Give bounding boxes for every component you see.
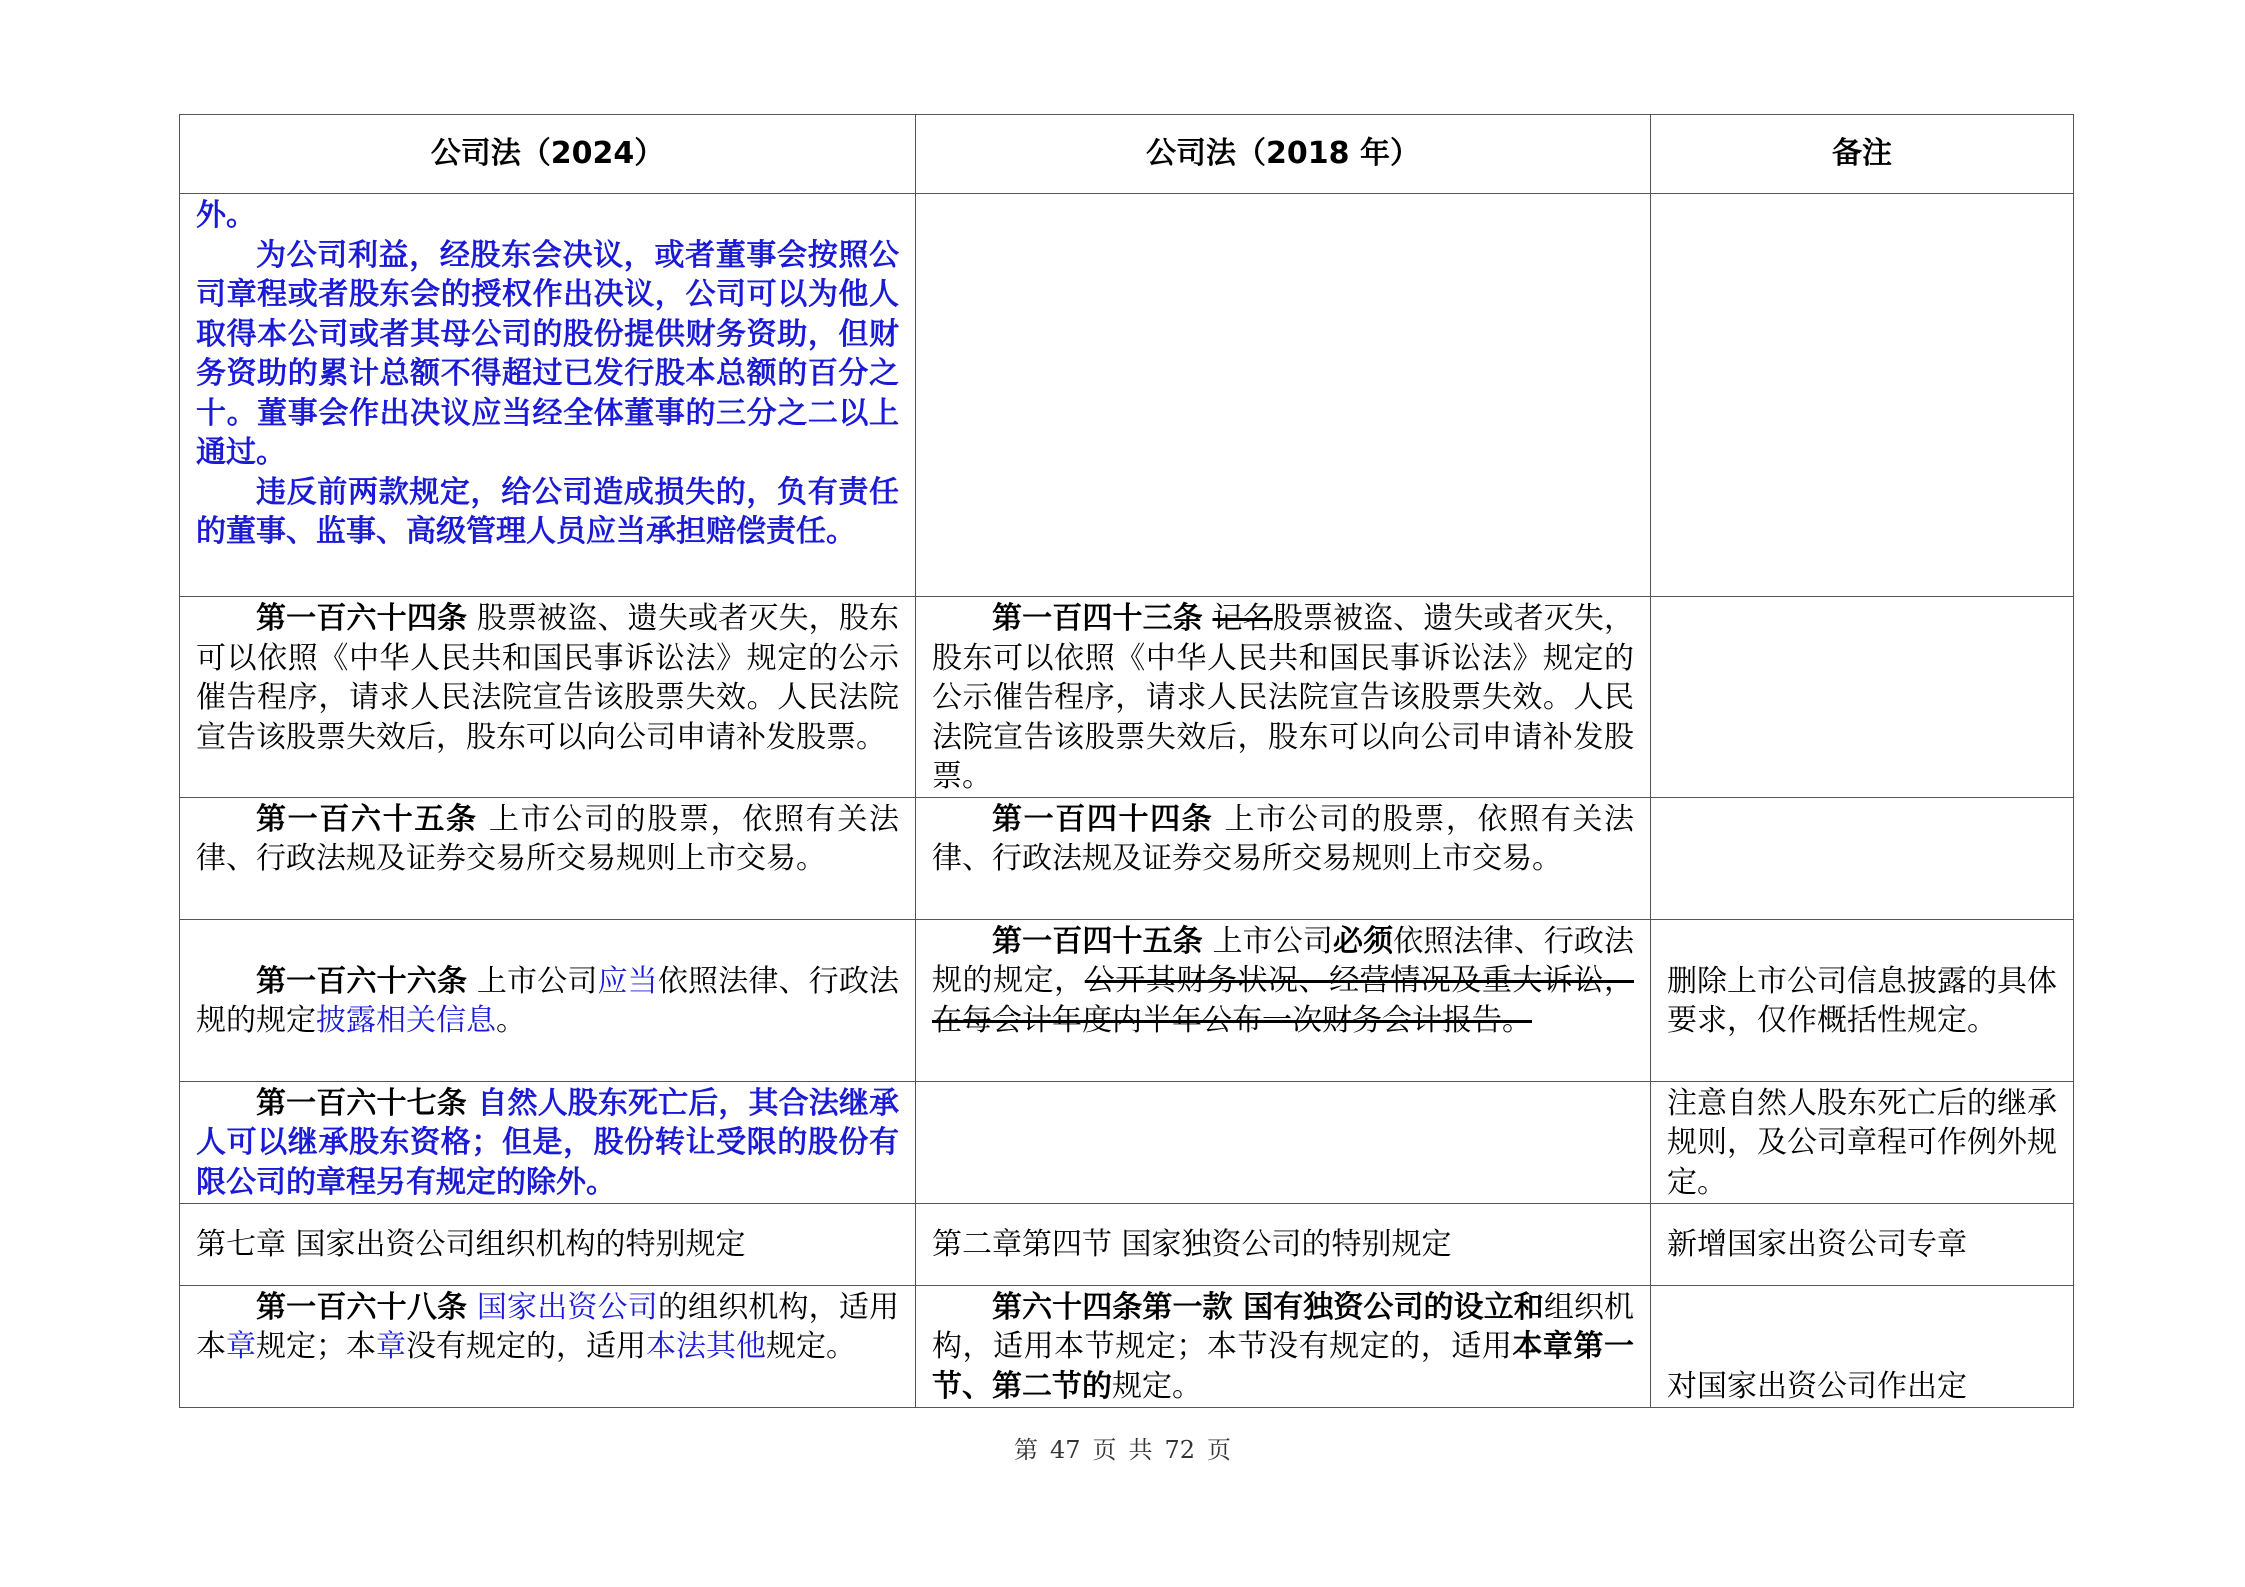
page-number: 47 bbox=[1049, 1436, 1081, 1464]
cell-2018 bbox=[916, 1285, 1651, 1407]
cell-note bbox=[1651, 919, 2074, 1081]
text-run: 。 bbox=[496, 1003, 526, 1038]
footer-text: 共 bbox=[1128, 1436, 1153, 1464]
header-2018: 公司法（2018 年） bbox=[916, 115, 1651, 194]
chapter-title-2024: 第七章 国家出资公司组织机构的特别规定 bbox=[180, 1203, 916, 1285]
note-text: 对国家出资公司作出定 bbox=[1667, 1369, 1967, 1404]
article-number: 第一百四十五条 bbox=[992, 923, 1203, 959]
added-text: 国家出资公司 bbox=[476, 1289, 658, 1325]
text-run: 上市公司 bbox=[1202, 923, 1333, 959]
article-number: 第一百六十六条 bbox=[256, 963, 468, 999]
footer-text: 页 bbox=[1092, 1436, 1117, 1464]
cell-2018 bbox=[916, 597, 1651, 798]
comparison-table bbox=[179, 114, 2074, 1408]
text-run: 依照法律、行政法规的规定， bbox=[932, 923, 1635, 998]
table-row bbox=[180, 797, 2074, 919]
note-text: 注意自然人股东死亡后的继承规则，及公司章程可作例外规定。 bbox=[1667, 1085, 2057, 1200]
article-number: 第一百四十四条 bbox=[992, 801, 1214, 837]
text-run: 组织机构，适用本节规定；本节没有规定的，适用 bbox=[932, 1289, 1635, 1364]
table-row bbox=[180, 1285, 2074, 1407]
article-text: 上市公司的股票，依照有关法律、行政法规及证券交易所交易规则上市交易。 bbox=[932, 801, 1634, 876]
header-2024: 公司法（2024） bbox=[180, 115, 916, 194]
note-text: 删除上市公司信息披露的具体要求，仅作概括性规定。 bbox=[1667, 963, 2057, 1038]
cell-2024 bbox=[180, 1285, 916, 1407]
paragraph: 违反前两款规定，给公司造成损失的，负有责任的董事、监事、高级管理人员应当承担赔偿责任。 bbox=[196, 474, 899, 549]
footer-text: 第 bbox=[1013, 1436, 1038, 1464]
deleted-text: 记名 bbox=[1212, 601, 1273, 636]
cell-2024 bbox=[180, 797, 916, 919]
cell-note bbox=[1651, 1081, 2074, 1203]
added-text: 应当 bbox=[597, 963, 658, 999]
added-text: 本法其他 bbox=[646, 1329, 766, 1364]
article-number: 第六十四条第一款 bbox=[992, 1289, 1233, 1325]
deleted-text: 公开其财务状况、经营情况及重大诉讼，在每会计年度内半年公布一次财务会计报告。 bbox=[932, 963, 1635, 1038]
added-text: 自然人股东死亡后，其合法继承人可以继承股东资格；但是，股份转让受限的股份有限公司的章程另有规定的除外。 bbox=[196, 1085, 900, 1200]
cell-2024 bbox=[180, 919, 916, 1081]
table-row bbox=[180, 1203, 2074, 1285]
article-number: 第一百六十五条 bbox=[256, 801, 478, 837]
cell-note bbox=[1651, 194, 2074, 597]
cell-note bbox=[1651, 1285, 2074, 1407]
cell-2024 bbox=[180, 194, 916, 597]
text-run: 规定。 bbox=[766, 1329, 856, 1364]
text-run: 规定。 bbox=[1112, 1368, 1202, 1404]
cell-2018 bbox=[916, 919, 1651, 1081]
table-row bbox=[180, 597, 2074, 798]
added-text: 披露相关信息 bbox=[316, 1003, 496, 1038]
chapter-title-2018: 第二章第四节 国家独资公司的特别规定 bbox=[916, 1203, 1651, 1285]
changed-text: 本章第一节、第二节的 bbox=[932, 1329, 1635, 1404]
cell-2018 bbox=[916, 194, 1651, 597]
cell-note bbox=[1651, 597, 2074, 798]
text-run: 没有规定的，适用 bbox=[406, 1329, 646, 1364]
article-number: 第一百六十七条 bbox=[256, 1085, 467, 1121]
added-text: 章 bbox=[226, 1329, 256, 1364]
added-text: 章 bbox=[376, 1329, 406, 1364]
cell-2024 bbox=[180, 597, 916, 798]
article-number: 第一百六十八条 bbox=[256, 1289, 468, 1325]
text-run: 规定；本 bbox=[256, 1329, 376, 1364]
cell-2018 bbox=[916, 797, 1651, 919]
text-run bbox=[467, 1290, 477, 1325]
page-footer bbox=[0, 1430, 2245, 1465]
cell-note bbox=[1651, 1203, 2074, 1285]
article-text: 上市公司的股票，依照有关法律、行政法规及证券交易所交易规则上市交易。 bbox=[196, 801, 899, 876]
table-header-row bbox=[180, 115, 2074, 194]
footer-text: 页 bbox=[1207, 1436, 1232, 1464]
changed-text: 必须 bbox=[1332, 923, 1394, 959]
table-row bbox=[180, 1081, 2074, 1203]
cell-note bbox=[1651, 797, 2074, 919]
paragraph: 外。 bbox=[196, 198, 256, 233]
text-run: 依照法律、行政法规的规定 bbox=[196, 963, 900, 1038]
text-run: 的组织机构，适用本 bbox=[196, 1289, 900, 1364]
changed-text: 国有独资公司的设立和 bbox=[1232, 1289, 1544, 1325]
cell-2018 bbox=[916, 1081, 1651, 1203]
article-number: 第一百六十四条 bbox=[256, 601, 468, 636]
article-text: 股票被盗、遗失或者灭失，股东可以依照《中华人民共和国民事诉讼法》规定的公示催告程序，请求人民法院宣告该股票失效。人民法院宣告该股票失效后，股东可以向公司申请补发股票。 bbox=[196, 601, 899, 755]
cell-2024 bbox=[180, 1081, 916, 1203]
table-row bbox=[180, 919, 2074, 1081]
table-row bbox=[180, 194, 2074, 597]
page-total: 72 bbox=[1164, 1436, 1196, 1464]
text-run: 上市公司 bbox=[467, 963, 598, 999]
article-text: 股票被盗、遗失或者灭失，股东可以依照《中华人民共和国民事诉讼法》规定的公示催告程序，请求人民法院宣告该股票失效。人民法院宣告该股票失效后，股东可以向公司申请补发股票。 bbox=[932, 601, 1635, 794]
header-notes: 备注 bbox=[1651, 115, 2074, 194]
note-text: 新增国家出资公司专章 bbox=[1667, 1227, 1967, 1263]
paragraph: 为公司利益，经股东会决议，或者董事会按照公司章程或者股东会的授权作出决议，公司可以为他人取得本公司或者其母公司的股份提供财务资助，但财务资助的累计总额不得超过已发行股本总额的百分之十。董事会作出决议应当经全体董事的三分之二以上通过。 bbox=[196, 237, 899, 470]
article-number: 第一百四十三条 bbox=[992, 601, 1203, 636]
